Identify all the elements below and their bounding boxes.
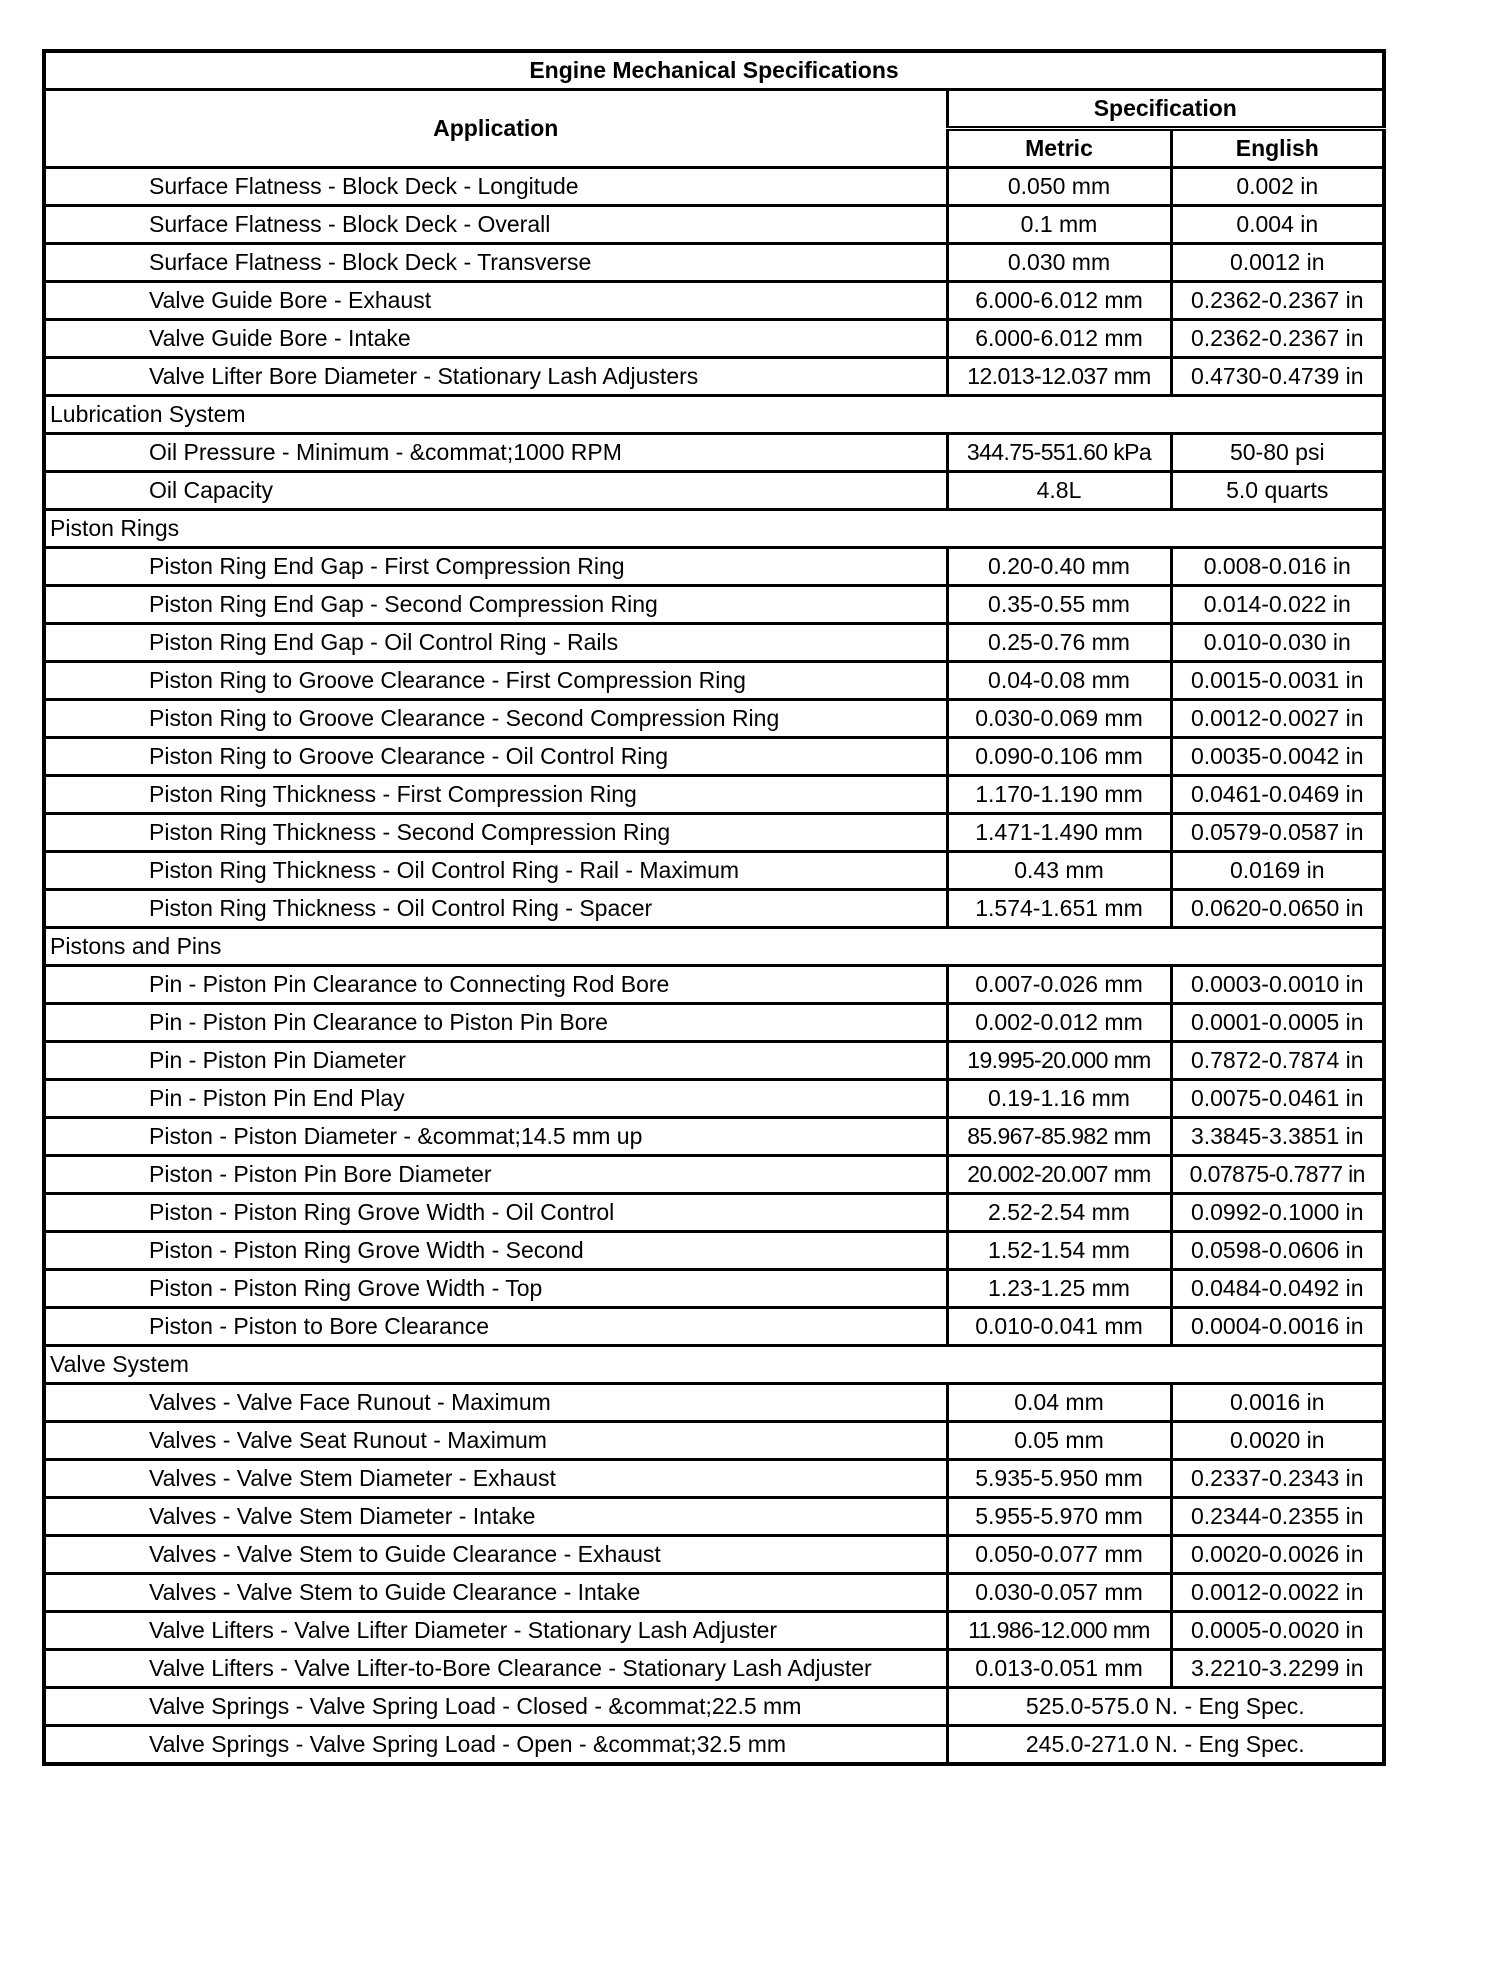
table-row: [44, 1042, 1384, 1080]
application-cell: Valve Lifter Bore Diameter - Stationary Lash Adjusters: [44, 358, 947, 396]
metric-cell: 1.170-1.190 mm: [947, 776, 1171, 814]
english-cell: 0.0004-0.0016 in: [1171, 1308, 1384, 1346]
english-cell: 0.0012-0.0022 in: [1171, 1574, 1384, 1612]
table-row: [44, 206, 1384, 244]
application-cell: Valve Springs - Valve Spring Load - Open - &commat;32.5 mm: [44, 1726, 947, 1765]
metric-cell: 0.25-0.76 mm: [947, 624, 1171, 662]
metric-cell: 2.52-2.54 mm: [947, 1194, 1171, 1232]
table-row: [44, 1384, 1384, 1422]
metric-cell: 20.002-20.007 mm: [947, 1156, 1171, 1194]
table-row: [44, 776, 1384, 814]
section-heading: Lubrication System: [44, 396, 1384, 434]
application-cell: Surface Flatness - Block Deck - Overall: [44, 206, 947, 244]
application-cell: Piston Ring to Groove Clearance - Oil Control Ring: [44, 738, 947, 776]
english-cell: 0.2362-0.2367 in: [1171, 282, 1384, 320]
table-row: [44, 320, 1384, 358]
english-cell: 0.008-0.016 in: [1171, 548, 1384, 586]
combined-spec-cell: 245.0-271.0 N. - Eng Spec.: [947, 1726, 1384, 1765]
english-cell: 0.004 in: [1171, 206, 1384, 244]
english-cell: 0.0020-0.0026 in: [1171, 1536, 1384, 1574]
english-cell: 0.0005-0.0020 in: [1171, 1612, 1384, 1650]
english-cell: 0.0169 in: [1171, 852, 1384, 890]
english-cell: 0.002 in: [1171, 168, 1384, 206]
metric-cell: 12.013-12.037 mm: [947, 358, 1171, 396]
table-row: [44, 282, 1384, 320]
metric-cell: 0.030 mm: [947, 244, 1171, 282]
table-row: [44, 1650, 1384, 1688]
table-row: [44, 472, 1384, 510]
metric-cell: 0.010-0.041 mm: [947, 1308, 1171, 1346]
application-cell: Valves - Valve Seat Runout - Maximum: [44, 1422, 947, 1460]
table-row: [44, 548, 1384, 586]
table-row: [44, 1004, 1384, 1042]
metric-cell: 6.000-6.012 mm: [947, 282, 1171, 320]
application-cell: Piston Ring Thickness - Oil Control Ring - Rail - Maximum: [44, 852, 947, 890]
table-row: [44, 1156, 1384, 1194]
section-row: [44, 1346, 1384, 1384]
metric-cell: 1.471-1.490 mm: [947, 814, 1171, 852]
specification-header: Specification: [947, 90, 1384, 129]
metric-cell: 0.002-0.012 mm: [947, 1004, 1171, 1042]
metric-cell: 0.030-0.069 mm: [947, 700, 1171, 738]
application-header: Application: [44, 90, 947, 168]
table-row: [44, 1308, 1384, 1346]
application-cell: Valves - Valve Stem Diameter - Intake: [44, 1498, 947, 1536]
english-cell: 0.0001-0.0005 in: [1171, 1004, 1384, 1042]
english-cell: 0.0579-0.0587 in: [1171, 814, 1384, 852]
metric-cell: 0.35-0.55 mm: [947, 586, 1171, 624]
application-cell: Piston - Piston Ring Grove Width - Second: [44, 1232, 947, 1270]
application-cell: Piston - Piston Ring Grove Width - Top: [44, 1270, 947, 1308]
spec-table-body: [44, 168, 1384, 1765]
english-cell: 0.2337-0.2343 in: [1171, 1460, 1384, 1498]
combined-spec-cell: 525.0-575.0 N. - Eng Spec.: [947, 1688, 1384, 1726]
english-cell: 0.0484-0.0492 in: [1171, 1270, 1384, 1308]
english-cell: 0.0016 in: [1171, 1384, 1384, 1422]
header-row-1: [44, 90, 1384, 129]
application-cell: Oil Capacity: [44, 472, 947, 510]
application-cell: Valves - Valve Stem Diameter - Exhaust: [44, 1460, 947, 1498]
metric-cell: 0.1 mm: [947, 206, 1171, 244]
application-cell: Valves - Valve Stem to Guide Clearance - Intake: [44, 1574, 947, 1612]
section-row: [44, 928, 1384, 966]
metric-cell: 0.050 mm: [947, 168, 1171, 206]
english-cell: 0.0461-0.0469 in: [1171, 776, 1384, 814]
application-cell: Piston - Piston to Bore Clearance: [44, 1308, 947, 1346]
table-title-row: [44, 51, 1384, 90]
metric-header: Metric: [947, 129, 1171, 168]
table-row: [44, 1498, 1384, 1536]
table-row: [44, 1460, 1384, 1498]
table-row: [44, 1080, 1384, 1118]
english-cell: 0.2362-0.2367 in: [1171, 320, 1384, 358]
application-cell: Piston Ring Thickness - Second Compression Ring: [44, 814, 947, 852]
application-cell: Pin - Piston Pin Clearance to Piston Pin Bore: [44, 1004, 947, 1042]
section-heading: Piston Rings: [44, 510, 1384, 548]
application-cell: Oil Pressure - Minimum - &commat;1000 RPM: [44, 434, 947, 472]
english-cell: 0.7872-0.7874 in: [1171, 1042, 1384, 1080]
metric-cell: 0.20-0.40 mm: [947, 548, 1171, 586]
metric-cell: 11.986-12.000 mm: [947, 1612, 1171, 1650]
metric-cell: 0.007-0.026 mm: [947, 966, 1171, 1004]
table-row: [44, 358, 1384, 396]
metric-cell: 0.030-0.057 mm: [947, 1574, 1171, 1612]
metric-cell: 0.04 mm: [947, 1384, 1171, 1422]
metric-cell: 1.574-1.651 mm: [947, 890, 1171, 928]
metric-cell: 19.995-20.000 mm: [947, 1042, 1171, 1080]
metric-cell: 0.090-0.106 mm: [947, 738, 1171, 776]
application-cell: Valve Lifters - Valve Lifter Diameter - Stationary Lash Adjuster: [44, 1612, 947, 1650]
application-cell: Piston Ring End Gap - Oil Control Ring - Rails: [44, 624, 947, 662]
english-cell: 0.2344-0.2355 in: [1171, 1498, 1384, 1536]
table-row: [44, 852, 1384, 890]
application-cell: Surface Flatness - Block Deck - Transverse: [44, 244, 947, 282]
metric-cell: 0.43 mm: [947, 852, 1171, 890]
table-row: [44, 1232, 1384, 1270]
english-cell: 0.0012 in: [1171, 244, 1384, 282]
table-row: [44, 1270, 1384, 1308]
application-cell: Piston - Piston Ring Grove Width - Oil Control: [44, 1194, 947, 1232]
table-row: [44, 434, 1384, 472]
english-cell: 0.0075-0.0461 in: [1171, 1080, 1384, 1118]
table-row: [44, 586, 1384, 624]
table-row: [44, 1612, 1384, 1650]
english-cell: 0.0620-0.0650 in: [1171, 890, 1384, 928]
metric-cell: 85.967-85.982 mm: [947, 1118, 1171, 1156]
application-cell: Valve Springs - Valve Spring Load - Closed - &commat;22.5 mm: [44, 1688, 947, 1726]
metric-cell: 1.23-1.25 mm: [947, 1270, 1171, 1308]
table-row: [44, 814, 1384, 852]
table-title: Engine Mechanical Specifications: [44, 51, 1384, 90]
table-row: [44, 738, 1384, 776]
section-row: [44, 396, 1384, 434]
table-row: [44, 662, 1384, 700]
section-heading: Pistons and Pins: [44, 928, 1384, 966]
application-cell: Piston Ring End Gap - First Compression Ring: [44, 548, 947, 586]
metric-cell: 1.52-1.54 mm: [947, 1232, 1171, 1270]
english-cell: 3.3845-3.3851 in: [1171, 1118, 1384, 1156]
table-row: [44, 1118, 1384, 1156]
table-row: [44, 1194, 1384, 1232]
metric-cell: 6.000-6.012 mm: [947, 320, 1171, 358]
section-heading: Valve System: [44, 1346, 1384, 1384]
english-cell: 50-80 psi: [1171, 434, 1384, 472]
table-row: [44, 624, 1384, 662]
metric-cell: 5.955-5.970 mm: [947, 1498, 1171, 1536]
application-cell: Piston Ring to Groove Clearance - Second Compression Ring: [44, 700, 947, 738]
table-row: [44, 244, 1384, 282]
application-cell: Piston Ring Thickness - First Compression Ring: [44, 776, 947, 814]
english-cell: 0.014-0.022 in: [1171, 586, 1384, 624]
application-cell: Valve Guide Bore - Intake: [44, 320, 947, 358]
metric-cell: 0.04-0.08 mm: [947, 662, 1171, 700]
application-cell: Piston - Piston Pin Bore Diameter: [44, 1156, 947, 1194]
metric-cell: 0.05 mm: [947, 1422, 1171, 1460]
english-cell: 0.4730-0.4739 in: [1171, 358, 1384, 396]
application-cell: Valves - Valve Stem to Guide Clearance - Exhaust: [44, 1536, 947, 1574]
table-row: [44, 890, 1384, 928]
english-cell: 0.0015-0.0031 in: [1171, 662, 1384, 700]
table-row: [44, 1688, 1384, 1726]
metric-cell: 344.75-551.60 kPa: [947, 434, 1171, 472]
english-cell: 0.0012-0.0027 in: [1171, 700, 1384, 738]
metric-cell: 0.19-1.16 mm: [947, 1080, 1171, 1118]
metric-cell: 0.050-0.077 mm: [947, 1536, 1171, 1574]
table-row: [44, 168, 1384, 206]
english-cell: 0.0992-0.1000 in: [1171, 1194, 1384, 1232]
table-row: [44, 1422, 1384, 1460]
application-cell: Pin - Piston Pin End Play: [44, 1080, 947, 1118]
application-cell: Valves - Valve Face Runout - Maximum: [44, 1384, 947, 1422]
application-cell: Valve Guide Bore - Exhaust: [44, 282, 947, 320]
metric-cell: 0.013-0.051 mm: [947, 1650, 1171, 1688]
application-cell: Piston Ring End Gap - Second Compression Ring: [44, 586, 947, 624]
table-row: [44, 1536, 1384, 1574]
application-cell: Pin - Piston Pin Diameter: [44, 1042, 947, 1080]
english-cell: 0.010-0.030 in: [1171, 624, 1384, 662]
application-cell: Pin - Piston Pin Clearance to Connecting Rod Bore: [44, 966, 947, 1004]
table-row: [44, 1574, 1384, 1612]
english-cell: 0.0020 in: [1171, 1422, 1384, 1460]
section-row: [44, 510, 1384, 548]
application-cell: Valve Lifters - Valve Lifter-to-Bore Clearance - Stationary Lash Adjuster: [44, 1650, 947, 1688]
table-row: [44, 1726, 1384, 1765]
english-cell: 3.2210-3.2299 in: [1171, 1650, 1384, 1688]
table-row: [44, 700, 1384, 738]
table-row: [44, 966, 1384, 1004]
application-cell: Piston Ring to Groove Clearance - First Compression Ring: [44, 662, 947, 700]
application-cell: Piston - Piston Diameter - &commat;14.5 mm up: [44, 1118, 947, 1156]
english-cell: 0.07875-0.7877 in: [1171, 1156, 1384, 1194]
english-cell: 0.0003-0.0010 in: [1171, 966, 1384, 1004]
engine-spec-table: [42, 49, 1386, 1766]
application-cell: Piston Ring Thickness - Oil Control Ring - Spacer: [44, 890, 947, 928]
english-cell: 0.0598-0.0606 in: [1171, 1232, 1384, 1270]
application-cell: Surface Flatness - Block Deck - Longitude: [44, 168, 947, 206]
english-cell: 0.0035-0.0042 in: [1171, 738, 1384, 776]
english-header: English: [1171, 129, 1384, 168]
metric-cell: 4.8L: [947, 472, 1171, 510]
english-cell: 5.0 quarts: [1171, 472, 1384, 510]
metric-cell: 5.935-5.950 mm: [947, 1460, 1171, 1498]
